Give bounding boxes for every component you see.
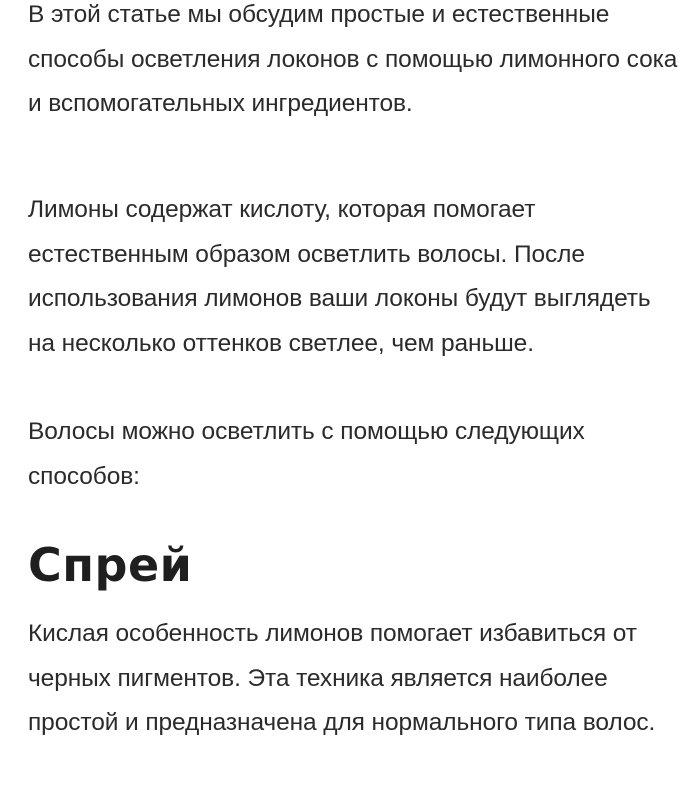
section-heading-spray: Спрей xyxy=(28,538,193,592)
methods-intro-paragraph: Волосы можно осветлить с помощью следующих способов: xyxy=(28,418,585,490)
intro-paragraph: В этой статье мы обсудим простые и естественные способы осветления локонов с помощью лимонного сока и вспомогательных ингредиентов. xyxy=(28,1,678,117)
lemon-acid-paragraph: Лимоны содержат кислоту, которая помогает естественным образом осветлить волосы. После использования лимонов ваши локоны будут выглядеть на несколько оттенков светлее, чем раньше. xyxy=(28,196,651,357)
spray-paragraph: Кислая особенность лимонов помогает избавиться от черных пигментов. Эта техника является наиболее простой и предназначена для нормального типа волос. xyxy=(28,620,656,736)
